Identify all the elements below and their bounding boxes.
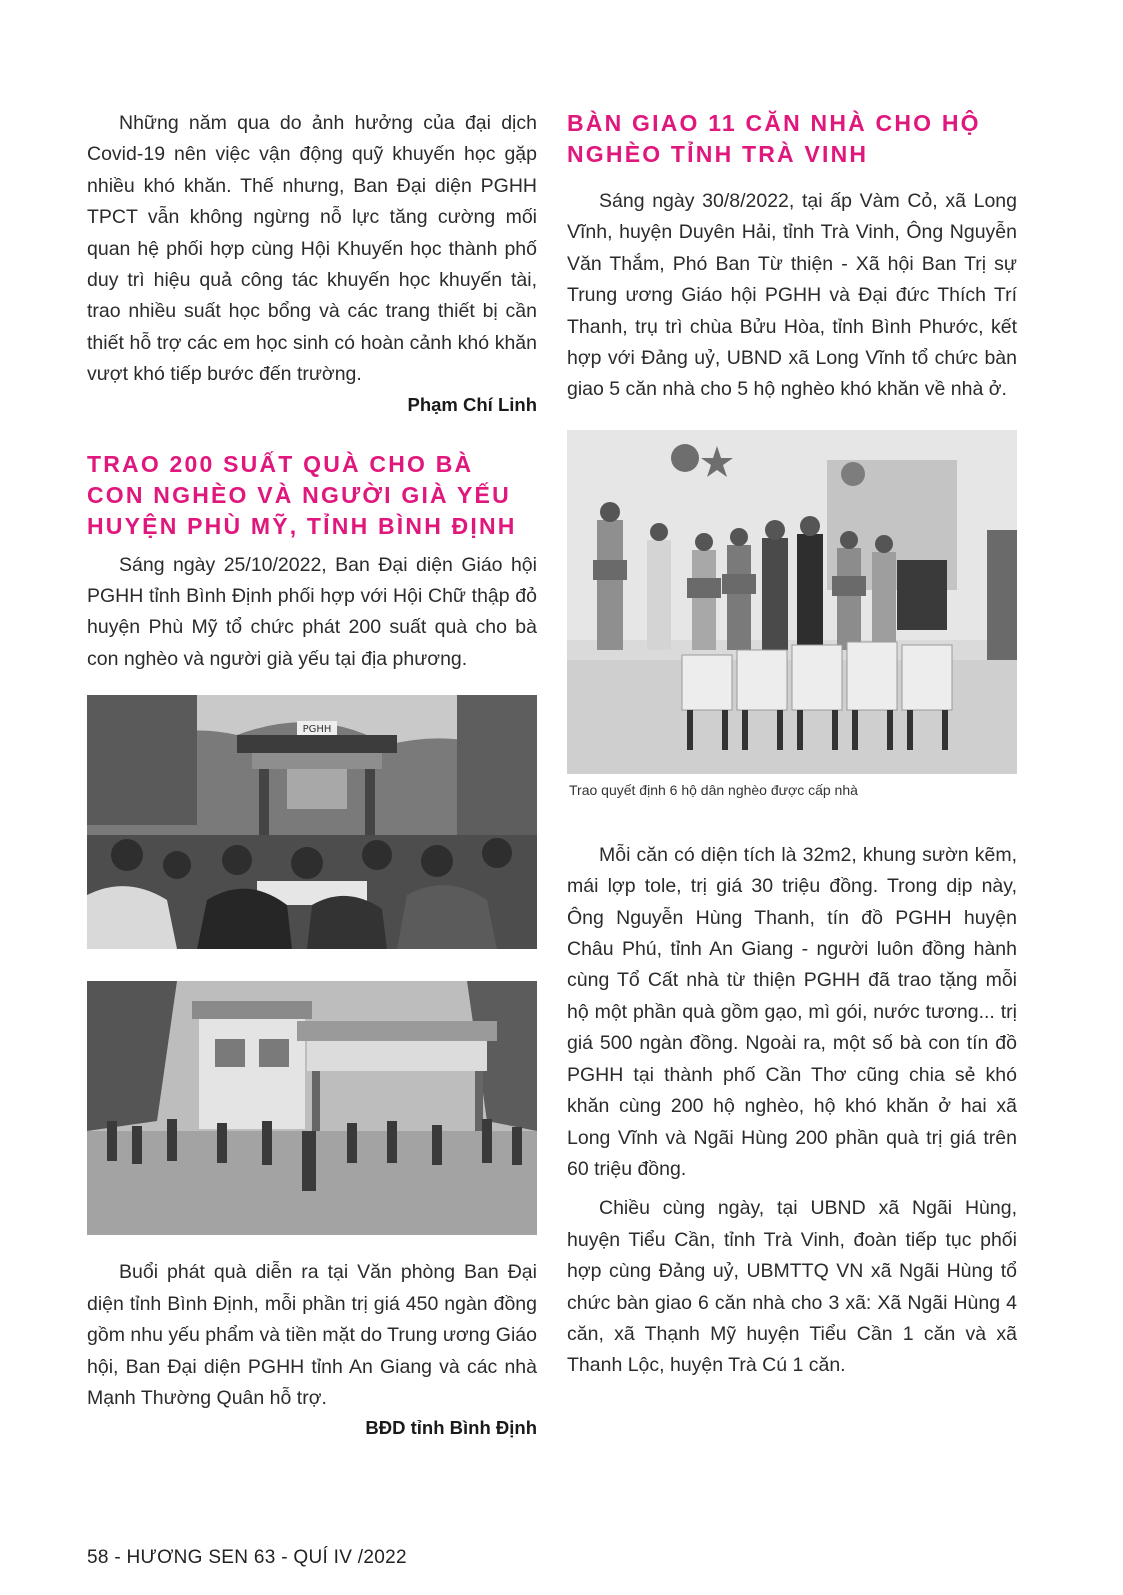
left-column bbox=[87, 108, 537, 1442]
photo-office-building-crowd bbox=[87, 981, 537, 1235]
intro-byline: Phạm Chí Linh bbox=[407, 393, 537, 415]
photo1-gate-sign: PGHH bbox=[302, 724, 332, 736]
photo-handover-ceremony bbox=[567, 430, 1017, 774]
article-paragraph-binh-dinh-2: Buổi phát quà diễn ra tại Văn phòng Ban Đại diện tỉnh Bình Định, mỗi phần trị giá 450 ngàn đồng gồm nhu yếu phẩm và tiền mặt do Trung ương Giáo hội, Ban Đại diện PGHH tỉnh An Giang và các nhà Mạnh Thường Quân hỗ trợ. bbox=[87, 1261, 537, 1409]
article-paragraph-tra-vinh-3: Chiều cùng ngày, tại UBND xã Ngãi Hùng, huyện Tiểu Cần, tỉnh Trà Vinh, đoàn tiếp tục phối hợp cùng Đảng uỷ, UBMTTQ VN xã Ngãi Hùng tổ chức bàn giao 6 căn nhà cho 3 xã: Xã Ngãi Hùng 4 căn, xã Thạnh Mỹ huyện Tiểu Cần 1 căn và xã Thanh Lộc, huyện Trà Cú 1 căn. bbox=[567, 1197, 1017, 1377]
article-paragraph-tra-vinh-1: Sáng ngày 30/8/2022, tại ấp Vàm Cỏ, xã Long Vĩnh, huyện Duyên Hải, tỉnh Trà Vinh, Ông Nguyễn Văn Thắm, Phó Ban Từ thiện - Xã hội Ban Trị sự Trung ương Giáo hội PGHH và Đại đức Thích Trí Thanh, trụ trì chùa Bửu Hòa, tỉnh Bình Phước, kết hợp với Đảng uỷ, UBND xã Long Vĩnh tổ chức bàn giao 5 căn nhà cho 5 hộ nghèo khó khăn về nhà ở. bbox=[567, 190, 1017, 401]
right-column bbox=[567, 108, 1017, 1382]
article-title-binh-dinh: TRAO 200 SUẤT QUÀ CHO BÀ CON NGHÈO VÀ NGƯỜI GIÀ YẾU HUYỆN PHÙ MỸ, TỈNH BÌNH ĐỊNH bbox=[87, 450, 517, 539]
photo-temple-gathering bbox=[87, 695, 537, 949]
article-byline-binh-dinh: BĐD tỉnh Bình Định bbox=[365, 1417, 537, 1439]
article-paragraph-tra-vinh-2: Mỗi căn có diện tích là 32m2, khung sườn kẽm, mái lợp tole, trị giá 30 triệu đồng. Trong dịp này, Ông Nguyễn Hùng Thanh, tín đồ PGHH huyện Châu Phú, tỉnh An Giang - người luôn đồng hành cùng Tổ Cất nhà từ thiện PGHH đã trao tặng mỗi hộ một phần quà gồm gạo, mì gói, nước tương... trị giá 500 ngàn đồng. Ngoài ra, một số bà con tín đồ PGHH tại thành phố Cần Thơ cũng chia sẻ khó khăn cùng 200 hộ nghèo, hộ khó khăn ở hai xã Long Vĩnh và Ngãi Hùng 200 phần quà trị giá trên 60 triệu đồng. bbox=[567, 843, 1017, 1180]
page-footer: 58 - HƯƠNG SEN 63 - QUÍ IV /2022 bbox=[87, 1547, 407, 1568]
article-title-tra-vinh: BÀN GIAO 11 CĂN NHÀ CHO HỘ NGHÈO TỈNH TRÀ VINH bbox=[567, 110, 981, 167]
intro-paragraph: Những năm qua do ảnh hưởng của đại dịch Covid-19 nên việc vận động quỹ khuyến học gặp nhiều khó khăn. Thế nhưng, Ban Đại diện PGHH TPCT vẫn không ngừng nỗ lực tăng cường mối quan hệ phối hợp cùng Hội Khuyến học thành phố duy trì hiệu quả công tác khuyến học khuyến tài, trao nhiều suất học bổng và các trang thiết bị cần thiết hỗ trợ các em học sinh có hoàn cảnh khó khăn vượt khó tiếp bước đến trường. bbox=[87, 112, 537, 386]
photo-caption-handover: Trao quyết định 6 hộ dân nghèo được cấp nhà bbox=[569, 781, 858, 798]
article-paragraph-binh-dinh-1: Sáng ngày 25/10/2022, Ban Đại diện Giáo hội PGHH tỉnh Bình Định phối hợp với Hội Chữ thập đỏ huyện Phù Mỹ tổ chức phát 200 suất quà cho bà con nghèo và người già yếu tại địa phương. bbox=[87, 553, 537, 670]
